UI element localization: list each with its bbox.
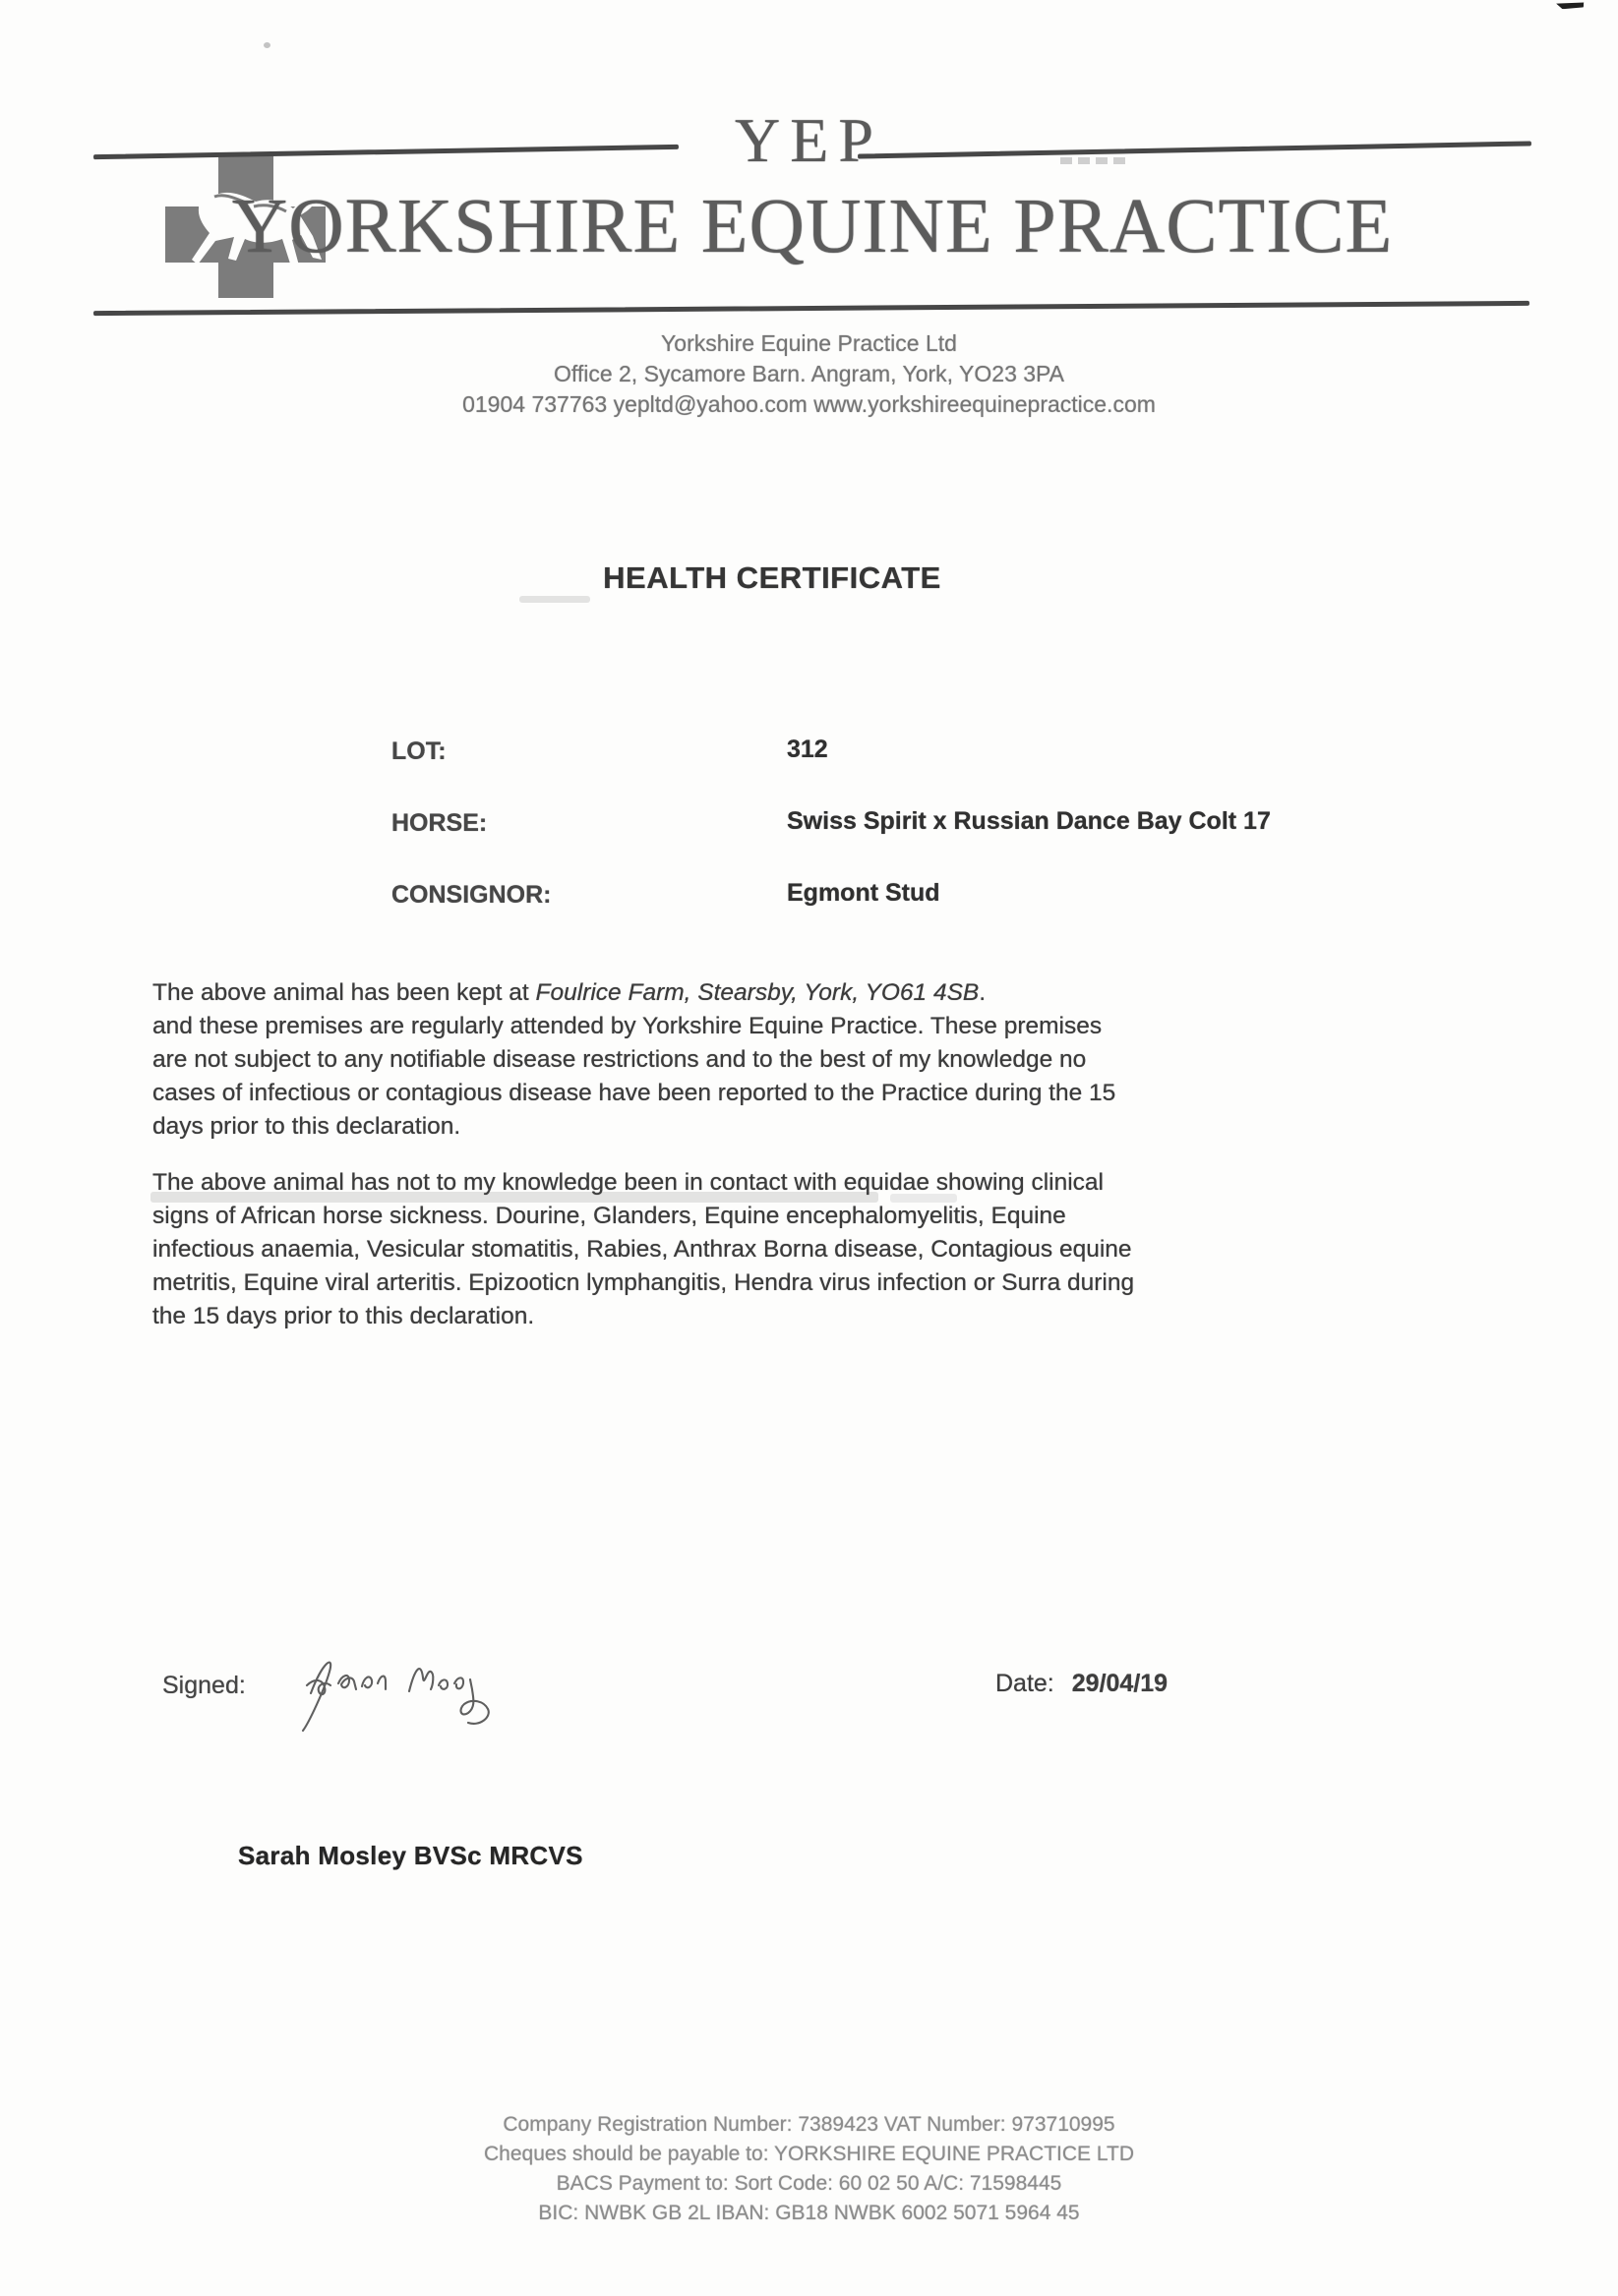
horse-value: Swiss Spirit x Russian Dance Bay Colt 17 (787, 807, 1271, 835)
horse-label: HORSE: (391, 809, 488, 837)
paragraph-line: signs of African horse sickness. Dourine, Glanders, Equine encephalomyelitis, Equine (152, 1203, 1066, 1229)
address-line: 01904 737763 yepltd@yahoo.com www.yorkshireequinepractice.com (462, 391, 1156, 417)
paragraph-line: The above animal has not to my knowledge been in contact with equidae showing clinical (152, 1169, 1104, 1196)
practice-monogram: YEP (735, 105, 883, 175)
veterinarian-name: Sarah Mosley BVSc MRCVS (238, 1841, 583, 1870)
page-title: HEALTH CERTIFICATE (603, 560, 941, 595)
footer-line-registration: Company Registration Number: 7389423 VAT Number: 973710995 (503, 2113, 1115, 2136)
declaration-paragraph-diseases (152, 1166, 1421, 1333)
paragraph-line: and these premises are regularly attended by Yorkshire Equine Practice. These premises (152, 1013, 1103, 1039)
lot-label: LOT: (391, 737, 447, 765)
date-row (995, 1670, 1168, 1698)
scan-smear-artifact (519, 596, 590, 603)
declaration-paragraph-premises (152, 976, 1421, 1144)
paragraph-line: metritis, Equine viral arteritis. Epizooticn lymphangitis, Hendra virus infection or Surra during (152, 1269, 1135, 1296)
practice-address (0, 328, 1618, 420)
header-rule-bottom (93, 301, 1529, 316)
date-value: 29/04/19 (1071, 1670, 1169, 1697)
signed-label: Signed: (162, 1672, 246, 1699)
paragraph-text: The above animal has been kept at (152, 979, 536, 1006)
kept-at-location: Foulrice Farm, Stearsby, York, YO61 4SB (535, 979, 980, 1006)
date-label: Date: (995, 1670, 1054, 1697)
paragraph-line: days prior to this declaration. (152, 1113, 461, 1140)
footer-line-bic-iban: BIC: NWBK GB 2L IBAN: GB18 NWBK 6002 5071 5964 45 (538, 2202, 1080, 2224)
consignor-label: CONSIGNOR: (391, 881, 552, 909)
paragraph-line: cases of infectious or contagious disease have been reported to the Practice during the 15 (152, 1080, 1116, 1106)
handwritten-signature (283, 1640, 509, 1748)
address-line: Yorkshire Equine Practice Ltd (661, 330, 957, 356)
address-line: Office 2, Sycamore Barn. Angram, York, YO23 3PA (553, 361, 1065, 386)
scan-corner-artifact (1556, 0, 1585, 11)
paragraph-text: . (979, 979, 987, 1006)
paragraph-line (152, 976, 1421, 1010)
paragraph-line: are not subject to any notifiable disease restrictions and to the best of my knowledge no (152, 1046, 1087, 1073)
paragraph-line: infectious anaemia, Vesicular stomatitis, Rabies, Anthrax Borna disease, Contagious equine (152, 1236, 1132, 1263)
consignor-value: Egmont Stud (787, 879, 940, 907)
footer (0, 2110, 1618, 2228)
lot-value: 312 (787, 736, 828, 763)
practice-name: YORKSHIRE EQUINE PRACTICE (231, 184, 1394, 269)
scan-speck-artifact (264, 42, 270, 48)
footer-line-bacs: BACS Payment to: Sort Code: 60 02 50 A/C: 71598445 (556, 2172, 1062, 2195)
paragraph-line: the 15 days prior to this declaration. (152, 1303, 535, 1329)
footer-line-cheques: Cheques should be payable to: YORKSHIRE EQUINE PRACTICE LTD (483, 2143, 1134, 2165)
